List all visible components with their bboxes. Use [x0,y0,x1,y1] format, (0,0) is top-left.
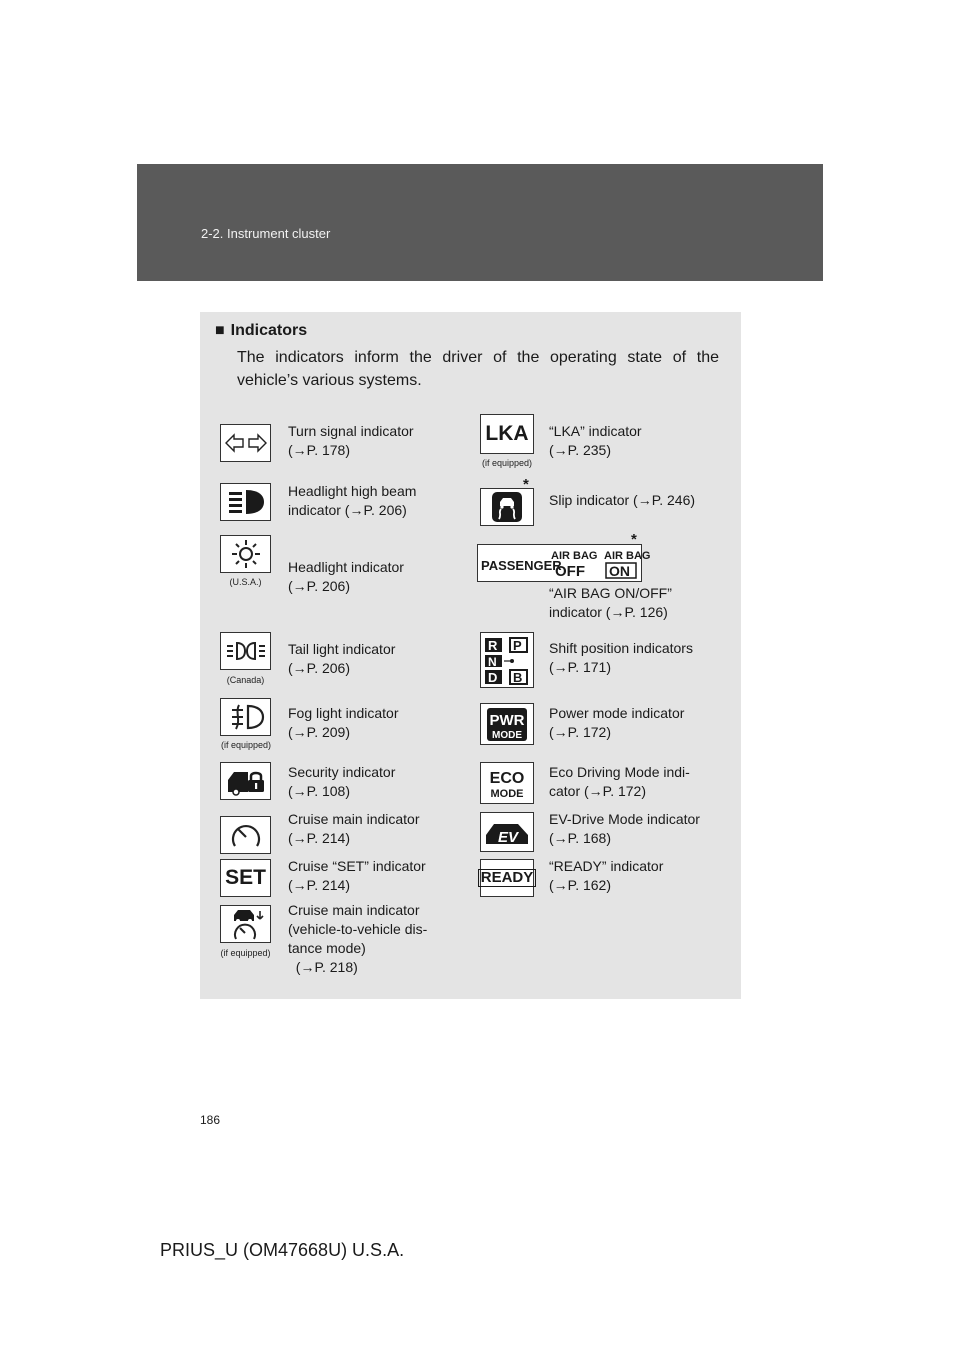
cruise-main-label: Cruise main indicator (→P. 214) [288,811,420,846]
footer-model: PRIUS_U (OM47668U) U.S.A. [160,1240,405,1260]
ready-text: READY [478,869,537,887]
fog-light-note: (if equipped) [220,740,272,750]
cruise-radar-icon [220,905,271,943]
heading-title: Indicators [230,322,308,339]
lka-icon [480,414,534,454]
headlight-icon [220,535,271,573]
indicators-heading [215,322,307,340]
section-title: 2-2. Instrument cluster [201,226,331,241]
cruise-radar-label: Cruise main indicator (vehicle-to-vehicle dis- tance mode) (→P. 218) [288,902,428,975]
shift-d: D [488,670,498,685]
airbag-label: “AIR BAG ON/OFF” indicator (→P. 126) [549,585,672,620]
tail-light-label: Tail light indicator (→P. 206) [288,641,396,676]
security-icon [220,762,271,800]
cruise-set-icon [220,859,271,897]
airbag-label-off: AIR BAG [551,550,598,562]
section-header [137,164,823,281]
high-beam-icon [220,483,271,521]
slip-icon [480,488,534,526]
eco-mode-text: MODE [490,788,524,800]
power-mode-icon [480,703,534,745]
lka-note: (if equipped) [481,458,533,468]
headlight-label: Headlight indicator (→P. 206) [288,559,404,594]
cruise-set-label: Cruise “SET” indicator (→P. 214) [288,858,426,893]
airbag-off: OFF [555,563,585,580]
slip-star: * [523,476,529,493]
security-label: Security indicator (→P. 108) [288,764,396,799]
airbag-on: ON [609,563,630,579]
ready-label: “READY” indicator (→P. 162) [549,858,664,893]
airbag-label-on: AIR BAG [604,550,651,562]
airbag-star: * [631,531,637,548]
turn-signal-label: Turn signal indicator (→P. 178) [288,423,414,458]
high-beam-label: Headlight high beam indicator (→P. 206) [288,483,417,518]
headlight-note: (U.S.A.) [229,577,262,587]
bullet-square: ■ [215,322,225,339]
lka-label: “LKA” indicator (→P. 235) [549,423,642,458]
pwr-text: PWR [489,712,525,729]
shift-position-icon [480,632,534,688]
shift-p: P [513,638,522,653]
ev-mode-icon [480,812,534,852]
tail-light-note: (Canada) [226,675,265,685]
tail-light-icon [220,632,271,670]
shift-position-label: Shift position indicators (→P. 171) [549,640,693,675]
turn-signal-icon [220,424,271,462]
fog-light-label: Fog light indicator (→P. 209) [288,705,399,740]
intro-text: The indicators inform the driver of the operating state of the vehicle’s various systems. [237,349,719,389]
ready-icon [480,859,534,897]
shift-b: B [513,670,523,685]
lka-text: LKA [485,422,529,445]
shift-n: N [488,655,497,669]
eco-mode-label: Eco Driving Mode indi- cator (→P. 172) [549,764,690,799]
pwr-mode-text: MODE [492,730,522,741]
fog-light-icon [220,698,271,736]
airbag-icon [477,544,651,582]
page-number: 186 [200,1113,221,1127]
cruise-radar-note: (if equipped) [220,948,271,958]
slip-label: Slip indicator (→P. 246) [549,492,696,508]
ev-text: EV [497,829,519,846]
power-mode-label: Power mode indicator (→P. 172) [549,705,685,740]
eco-text: ECO [489,770,525,787]
airbag-passenger: PASSENGER [481,558,562,573]
shift-r: R [488,638,498,653]
ev-mode-label: EV-Drive Mode indicator (→P. 168) [549,811,700,846]
set-text: SET [225,866,266,889]
cruise-main-icon [220,816,271,854]
eco-mode-icon [480,762,534,804]
